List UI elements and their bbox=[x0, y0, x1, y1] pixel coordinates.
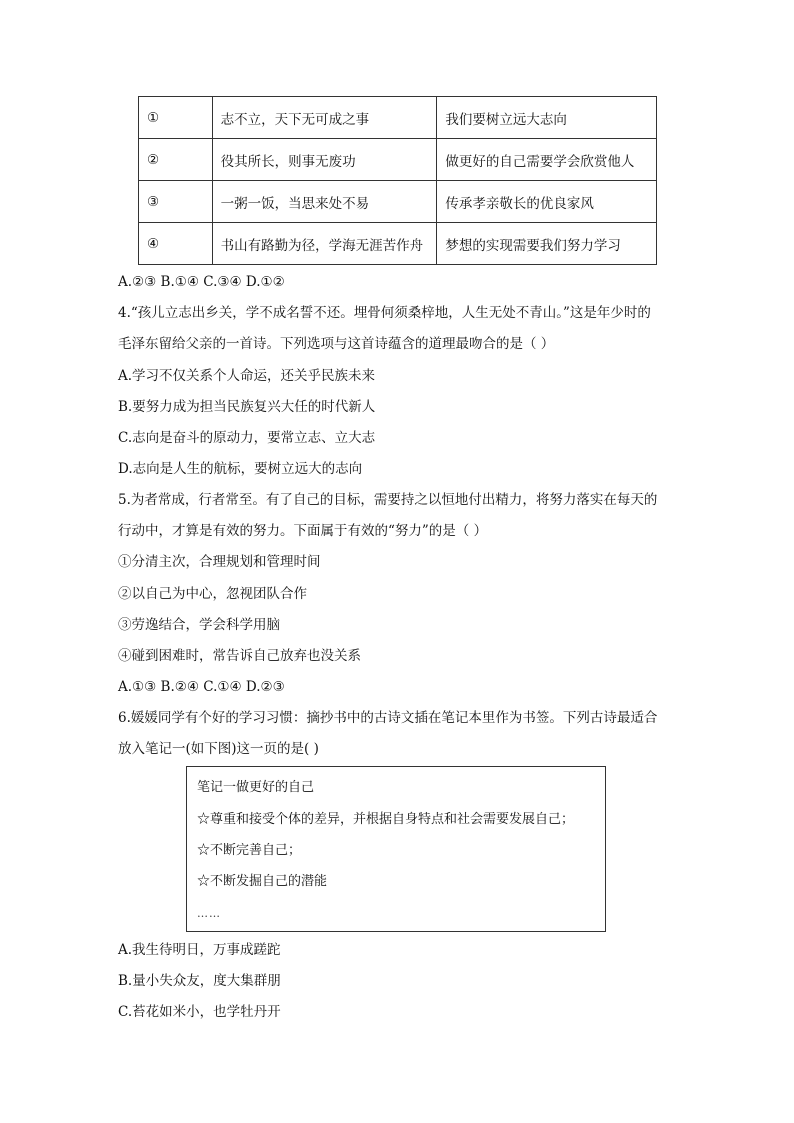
note-line-2: ☆不断完善自己； bbox=[197, 843, 302, 858]
table-row bbox=[139, 139, 657, 181]
q6-option-c: C.苔花如米小，也学牡丹开 bbox=[118, 1004, 281, 1020]
note-ellipsis: …… bbox=[197, 907, 221, 920]
q4-option-c: C.志向是奋斗的原动力，要常立志、立大志 bbox=[118, 430, 376, 446]
q5-item-1: ①分清主次，合理规划和管理时间 bbox=[118, 554, 321, 570]
row-meaning: 传承孝亲敬长的优良家风 bbox=[437, 181, 657, 223]
q5-item-2: ②以自己为中心，忽视团队合作 bbox=[118, 586, 307, 602]
q6-stem-line-2: 放入笔记一(如下图)这一页的是( ) bbox=[118, 741, 319, 757]
q5-item-3: ③劳逸结合，学会科学用脑 bbox=[118, 617, 280, 633]
q4-stem-line-2: 毛泽东留给父亲的一首诗。下列选项与这首诗蕴含的道理最吻合的是（ ） bbox=[118, 336, 555, 352]
q4-option-b: B.要努力成为担当民族复兴大任的时代新人 bbox=[118, 399, 376, 415]
table-row bbox=[139, 181, 657, 223]
row-number: ③ bbox=[139, 181, 213, 223]
q5-item-4: ④碰到困难时，常告诉自己放弃也没关系 bbox=[118, 648, 361, 664]
row-number: ① bbox=[139, 97, 213, 139]
note-title: 笔记一做更好的自己 bbox=[197, 780, 315, 795]
note-line-1: ☆尊重和接受个体的差异，并根据自身特点和社会需要发展自己； bbox=[197, 812, 575, 827]
q5-stem-line-1: 5.为者常成，行者常至。有了自己的目标，需要持之以恒地付出精力，将努力落实在每天的 bbox=[118, 492, 658, 508]
row-quote: 一粥一饭，当思来处不易 bbox=[212, 181, 437, 223]
row-meaning: 做更好的自己需要学会欣赏他人 bbox=[437, 139, 657, 181]
q5-stem-line-2: 行动中，才算是有效的努力。下面属于有效的“努力”的是（ ） bbox=[118, 523, 488, 539]
note-box bbox=[186, 766, 606, 932]
q3-options: A.②③ B.①④ C.③④ D.①② bbox=[118, 274, 285, 290]
row-number: ② bbox=[139, 139, 213, 181]
row-number: ④ bbox=[139, 223, 213, 265]
q6-option-b: B.量小失众友，度大集群朋 bbox=[118, 973, 281, 989]
q4-option-a: A.学习不仅关系个人命运，还关乎民族未来 bbox=[118, 368, 376, 384]
q4-stem-line-1: 4.“孩儿立志出乡关，学不成名誓不还。埋骨何须桑梓地，人生无处不青山。”这是年少时的 bbox=[118, 305, 651, 321]
table-row bbox=[139, 223, 657, 265]
note-line-3: ☆不断发掘自己的潜能 bbox=[197, 874, 328, 889]
q5-options: A.①③ B.②④ C.①④ D.②③ bbox=[118, 679, 285, 695]
row-meaning: 梦想的实现需要我们努力学习 bbox=[437, 223, 657, 265]
row-meaning: 我们要树立远大志向 bbox=[437, 97, 657, 139]
quote-table bbox=[138, 96, 657, 265]
q4-option-d: D.志向是人生的航标，要树立远大的志向 bbox=[118, 461, 363, 477]
row-quote: 志不立，天下无可成之事 bbox=[212, 97, 437, 139]
q6-option-a: A.我生待明日，万事成蹉跎 bbox=[118, 942, 281, 958]
table-row bbox=[139, 97, 657, 139]
row-quote: 役其所长，则事无废功 bbox=[212, 139, 437, 181]
row-quote: 书山有路勤为径，学海无涯苦作舟 bbox=[212, 223, 437, 265]
q6-stem-line-1: 6.媛媛同学有个好的学习习惯：摘抄书中的古诗文插在笔记本里作为书签。下列古诗最适合 bbox=[118, 710, 658, 726]
